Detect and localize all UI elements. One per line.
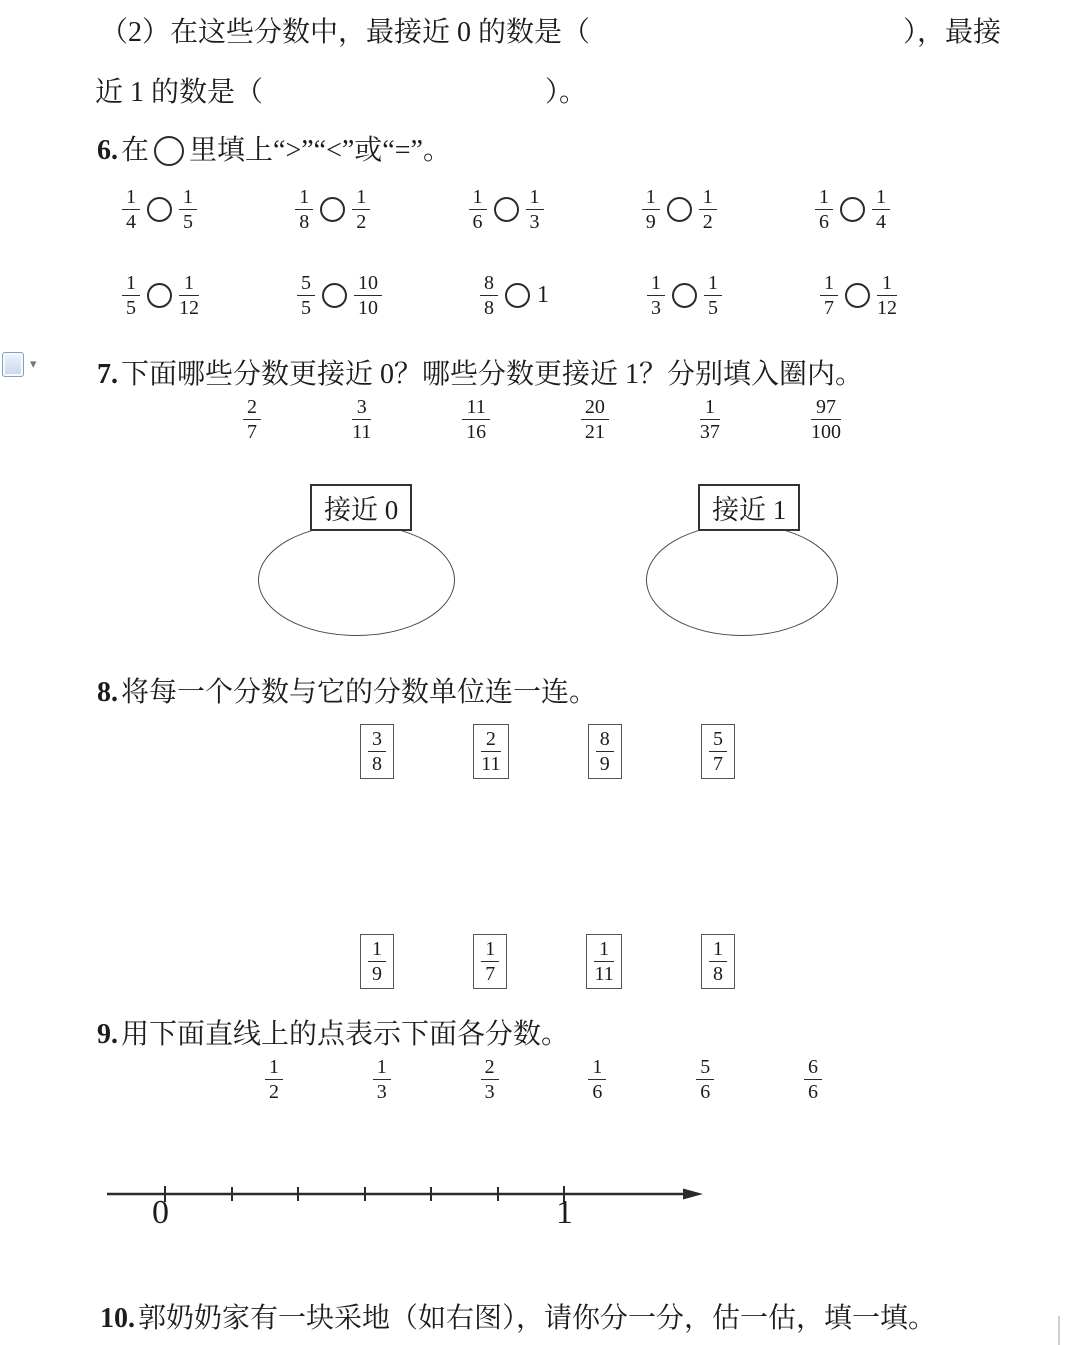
fraction (368, 938, 386, 985)
comparison-item (647, 272, 722, 319)
fraction (373, 1056, 391, 1103)
q9-fraction-row (265, 1056, 822, 1103)
answer-circle (147, 197, 172, 222)
denominator: 9 (645, 211, 656, 233)
fraction-card (360, 934, 394, 989)
denominator: 12 (877, 297, 897, 319)
denominator: 6 (807, 1081, 818, 1103)
denominator: 6 (472, 211, 483, 233)
numerator: 1 (820, 272, 838, 296)
answer-circle (672, 283, 697, 308)
fill-blank-line2-end: ）。 (545, 77, 588, 108)
numerator: 1 (704, 272, 722, 296)
paste-options-button[interactable] (2, 352, 37, 377)
fill-blank-line1: （2）在这些分数中，最接近 0 的数是（ (100, 17, 591, 48)
fraction-card (586, 934, 621, 989)
fraction (354, 272, 382, 319)
fraction-card (360, 724, 394, 779)
fraction (462, 396, 489, 443)
numerator: 2 (481, 1056, 499, 1080)
fraction (594, 938, 613, 985)
question-number: 6. (97, 135, 118, 166)
near-one-label: 接近 1 (698, 484, 800, 531)
comparison-item (820, 272, 897, 319)
numerator: 1 (588, 1056, 606, 1080)
numerator: 10 (354, 272, 382, 296)
numerator: 1 (872, 186, 890, 210)
comparison-item (295, 186, 370, 233)
denominator: 11 (481, 753, 501, 775)
denominator: 3 (376, 1081, 387, 1103)
denominator: 5 (708, 297, 718, 319)
numerator: 1 (179, 186, 197, 210)
numerator: 1 (594, 938, 613, 962)
numerator: 1 (709, 938, 727, 962)
fraction (481, 1056, 499, 1103)
numerator: 6 (804, 1056, 822, 1080)
fraction-card (588, 724, 622, 779)
fill-blank-line1-end: ），最接 (903, 17, 1002, 48)
numerator: 1 (373, 1056, 391, 1080)
denominator: 8 (484, 297, 494, 319)
q9-heading (97, 1012, 569, 1052)
q7-heading (97, 352, 863, 392)
numerator: 1 (265, 1056, 283, 1080)
q6-comparison-row-1 (122, 186, 890, 233)
answer-circle (840, 197, 865, 222)
numerator: 97 (811, 396, 841, 420)
denominator: 6 (592, 1081, 603, 1103)
denominator: 12 (179, 297, 199, 319)
denominator: 5 (126, 297, 136, 319)
numerator: 1 (699, 186, 717, 210)
fraction (243, 396, 261, 443)
fraction (122, 272, 140, 319)
fraction (352, 396, 371, 443)
numerator: 3 (352, 396, 371, 420)
denominator: 9 (372, 963, 382, 985)
denominator: 11 (594, 963, 614, 985)
fraction (811, 396, 841, 443)
fraction (877, 272, 897, 319)
denominator: 16 (466, 421, 487, 443)
fraction (699, 186, 717, 233)
fraction (179, 272, 199, 319)
fraction (481, 728, 500, 775)
comparison-item (480, 272, 549, 319)
comparison-item (122, 272, 199, 319)
whole-number: 1 (537, 282, 549, 308)
comparison-item (642, 186, 717, 233)
denominator: 10 (358, 297, 378, 319)
numerator: 5 (709, 728, 727, 752)
near-zero-oval (258, 524, 455, 636)
fraction (588, 1056, 606, 1103)
question-text: 用下面直线上的点表示下面各分数。 (121, 1019, 570, 1050)
fraction (704, 272, 722, 319)
answer-circle (505, 283, 530, 308)
fraction-card (701, 934, 735, 989)
fraction (481, 938, 499, 985)
denominator: 3 (484, 1081, 495, 1103)
answer-circle (845, 283, 870, 308)
numerator: 8 (480, 272, 498, 296)
q8-fraction-cards-top (360, 724, 735, 779)
comparison-item (297, 272, 382, 319)
denominator: 37 (699, 421, 720, 443)
question-number: 7. (97, 359, 118, 390)
dropdown-arrow-icon: ▾ (30, 357, 37, 372)
denominator: 2 (702, 211, 713, 233)
answer-circle (320, 197, 345, 222)
fraction (581, 396, 609, 443)
question-text: 在 (121, 135, 150, 166)
fraction (709, 728, 727, 775)
fraction (815, 186, 833, 233)
denominator: 5 (301, 297, 311, 319)
near-zero-label: 接近 0 (310, 484, 412, 531)
answer-circle (322, 283, 347, 308)
numerator: 2 (243, 396, 261, 420)
denominator: 11 (352, 421, 372, 443)
question-text: 郭奶奶家有一块采地（如右图），请你分一分，估一估，填一填。 (138, 1303, 937, 1334)
fraction (469, 186, 487, 233)
fraction (368, 728, 386, 775)
numerator: 1 (481, 938, 499, 962)
fraction (526, 186, 544, 233)
fraction-card (701, 724, 735, 779)
fraction (122, 186, 140, 233)
denominator: 2 (269, 1081, 279, 1103)
numerator: 1 (122, 272, 140, 296)
numerator: 8 (596, 728, 614, 752)
q8-heading (97, 670, 597, 710)
fraction (709, 938, 727, 985)
fraction (700, 396, 720, 443)
numerator: 1 (179, 272, 199, 296)
denominator: 6 (700, 1081, 711, 1103)
blank-circle-icon (154, 136, 184, 166)
question-text: 下面哪些分数更接近 0？哪些分数更接近 1？分别填入圈内。 (121, 359, 864, 390)
numerator: 11 (462, 396, 489, 420)
numerator: 1 (526, 186, 544, 210)
answer-circle (667, 197, 692, 222)
denominator: 9 (599, 753, 610, 775)
denominator: 21 (584, 421, 605, 443)
numerator: 1 (122, 186, 140, 210)
fraction (820, 272, 838, 319)
numerator: 1 (642, 186, 660, 210)
denominator: 4 (126, 211, 136, 233)
numerator: 5 (297, 272, 315, 296)
fraction (295, 186, 313, 233)
denominator: 8 (299, 211, 310, 233)
q10-heading (100, 1296, 936, 1336)
page-edge-line (1058, 1316, 1060, 1345)
denominator: 7 (712, 753, 723, 775)
q8-fraction-cards-bottom (360, 934, 735, 989)
fraction (179, 186, 197, 233)
fraction (596, 728, 614, 775)
question-text: 里填上“>”“<”或“=”。 (189, 135, 451, 166)
fraction (872, 186, 890, 233)
fraction (804, 1056, 822, 1103)
fraction-card (473, 934, 507, 989)
denominator: 8 (712, 963, 723, 985)
denominator: 8 (372, 753, 382, 775)
fraction (352, 186, 370, 233)
denominator: 6 (819, 211, 829, 233)
numerator: 1 (352, 186, 370, 210)
answer-circle (494, 197, 519, 222)
denominator: 3 (529, 211, 540, 233)
question-number: 10. (100, 1303, 135, 1334)
numerator: 3 (368, 728, 386, 752)
numerator: 1 (295, 186, 313, 210)
answer-circle (147, 283, 172, 308)
fraction (647, 272, 665, 319)
q6-comparison-row-2 (122, 272, 897, 319)
q6-heading (97, 128, 451, 168)
fraction (642, 186, 660, 233)
numerator: 1 (469, 186, 487, 210)
comparison-item (122, 186, 197, 233)
denominator: 7 (485, 963, 496, 985)
near-one-oval (646, 524, 838, 636)
fraction (480, 272, 498, 319)
numerator: 1 (815, 186, 833, 210)
number-line-one-label: 1 (556, 1194, 573, 1231)
number-line (100, 1172, 720, 1228)
question-text: 将每一个分数与它的分数单位连一连。 (121, 677, 598, 708)
comparison-item (815, 186, 890, 233)
numerator: 1 (647, 272, 665, 296)
fraction-card (473, 724, 508, 779)
clipboard-icon (2, 352, 24, 377)
denominator: 2 (356, 211, 367, 233)
numerator: 5 (696, 1056, 714, 1080)
question-number: 8. (97, 677, 118, 708)
denominator: 5 (183, 211, 193, 233)
fraction (696, 1056, 714, 1103)
denominator: 4 (876, 211, 886, 233)
numerator: 1 (700, 396, 720, 420)
numerator: 2 (481, 728, 500, 752)
numerator: 1 (877, 272, 897, 296)
fraction (297, 272, 315, 319)
q7-fraction-row (243, 396, 841, 443)
fraction (265, 1056, 283, 1103)
number-line-zero-label: 0 (152, 1194, 169, 1231)
numerator: 20 (581, 396, 609, 420)
denominator: 3 (651, 297, 661, 319)
fill-blank-line2: 近 1 的数是（ (95, 77, 264, 108)
numerator: 1 (368, 938, 386, 962)
denominator: 7 (247, 421, 257, 443)
question-number: 9. (97, 1019, 118, 1050)
denominator: 7 (824, 297, 834, 319)
denominator: 100 (811, 421, 841, 443)
arrowhead-icon (683, 1189, 703, 1200)
comparison-item (469, 186, 544, 233)
